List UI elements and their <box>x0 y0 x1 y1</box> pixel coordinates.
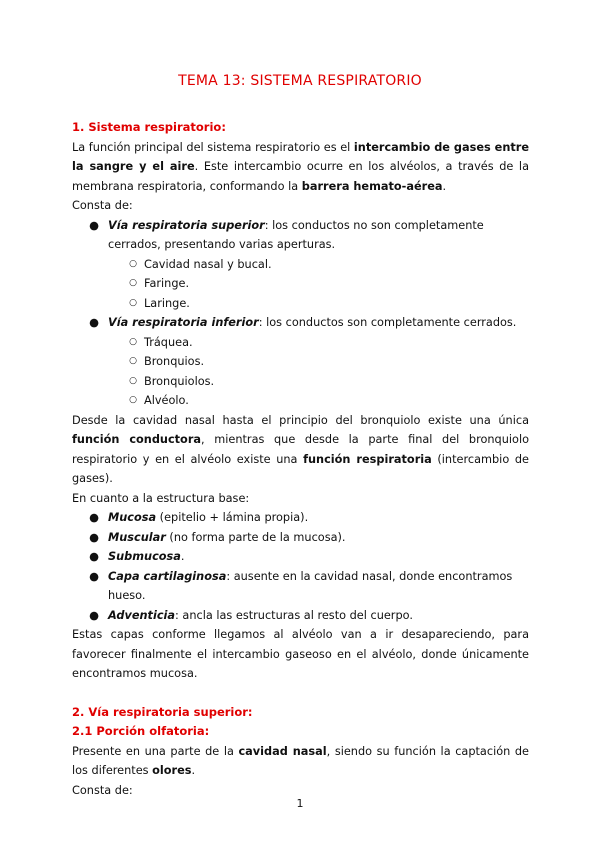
function-paragraph: Desde la cavidad nasal hasta el principio del bronquiolo existe una única función conductora, mientras que desde la parte final del bronquiolo respiratorio y en el alvéolo existe una función respiratoria (intercambio de gases). <box>72 413 529 485</box>
bullet-icon: ● <box>89 608 99 622</box>
list-item: ○ Laringe. <box>72 294 529 314</box>
circle-bullet-icon: ○ <box>129 375 137 386</box>
document-body <box>72 118 529 800</box>
circle-bullet-icon: ○ <box>129 336 137 347</box>
circle-bullet-icon: ○ <box>129 395 137 405</box>
bullet-icon: ● <box>89 569 99 583</box>
list-item: ○ Bronquiolos. <box>72 372 529 392</box>
upper-airway-sublist <box>72 255 529 314</box>
layers-paragraph: Estas capas conforme llegamos al alvéolo van a ir desapareciendo, para favorecer finalmente el intercambio gaseoso en el alvéolo, donde únicamente encontramos mucosa. <box>72 628 529 680</box>
bullet-icon: ● <box>89 316 99 329</box>
circle-bullet-icon: ○ <box>129 258 137 269</box>
list-item: ○ Bronquios. <box>72 352 529 372</box>
structure-label: En cuanto a la estructura base: <box>72 491 250 505</box>
lower-airway-sublist <box>72 333 529 411</box>
bullet-icon: ● <box>89 218 99 232</box>
page-title: TEMA 13: SISTEMA RESPIRATORIO <box>178 73 422 89</box>
list-item-layer: ● Mucosa (epitelio + lámina propia). <box>72 508 529 528</box>
consta-de-label: Consta de: <box>72 199 133 212</box>
list-item-upper-airway: ● Vía respiratoria superior: los conductos no son completamente cerrados, presentando varias aperturas. ○ Cavidad nasal y bucal. ○ Faringe. ○ Laringe. <box>72 216 529 314</box>
section-1-intro-paragraph: La función principal del sistema respiratorio es el intercambio de gases entre la sangre y el aire. Este intercambio ocurre en los alvéolos, a través de la membrana respiratoria, conformando la barrera hemato-aérea. <box>72 140 529 193</box>
olfactory-paragraph: Presente en una parte de la cavidad nasal, siendo su función la captación de los diferentes olores. <box>72 744 529 777</box>
list-item: ○ Faringe. <box>72 274 529 294</box>
circle-bullet-icon: ○ <box>129 297 137 308</box>
list-item: ○ Cavidad nasal y bucal. <box>72 255 529 275</box>
list-item: ○ Alvéolo. <box>72 391 529 411</box>
section-1-heading: 1. Sistema respiratorio: <box>72 120 226 134</box>
list-item: ○ Tráquea. <box>72 333 529 353</box>
bullet-icon: ● <box>89 550 99 563</box>
section-2-heading: 2. Vía respiratoria superior: <box>72 704 253 719</box>
airway-list <box>72 216 529 411</box>
spacer <box>72 684 529 703</box>
page-number: 1 <box>296 797 304 810</box>
list-item-layer: ● Adventicia: ancla las estructuras al resto del cuerpo. <box>72 606 529 626</box>
consta-de-label-2: Consta de: <box>72 783 133 797</box>
list-item-layer: ● Muscular (no forma parte de la mucosa). <box>72 528 529 548</box>
bullet-icon: ● <box>89 530 99 544</box>
layers-list <box>72 508 529 625</box>
circle-bullet-icon: ○ <box>129 356 137 366</box>
circle-bullet-icon: ○ <box>129 278 137 288</box>
list-item-layer: ● Capa cartilaginosa: ausente en la cavidad nasal, donde encontramos hueso. <box>72 567 529 606</box>
section-2-1-heading: 2.1 Porción olfatoria: <box>72 724 210 738</box>
list-item-lower-airway: ● Vía respiratoria inferior: los conductos son completamente cerrados. ○ Tráquea. ○ Bronquios. ○ Bronquiolos. ○ Alvéolo. <box>72 313 529 411</box>
list-item-layer: ● Submucosa. <box>72 547 529 567</box>
bullet-icon: ● <box>89 511 99 524</box>
